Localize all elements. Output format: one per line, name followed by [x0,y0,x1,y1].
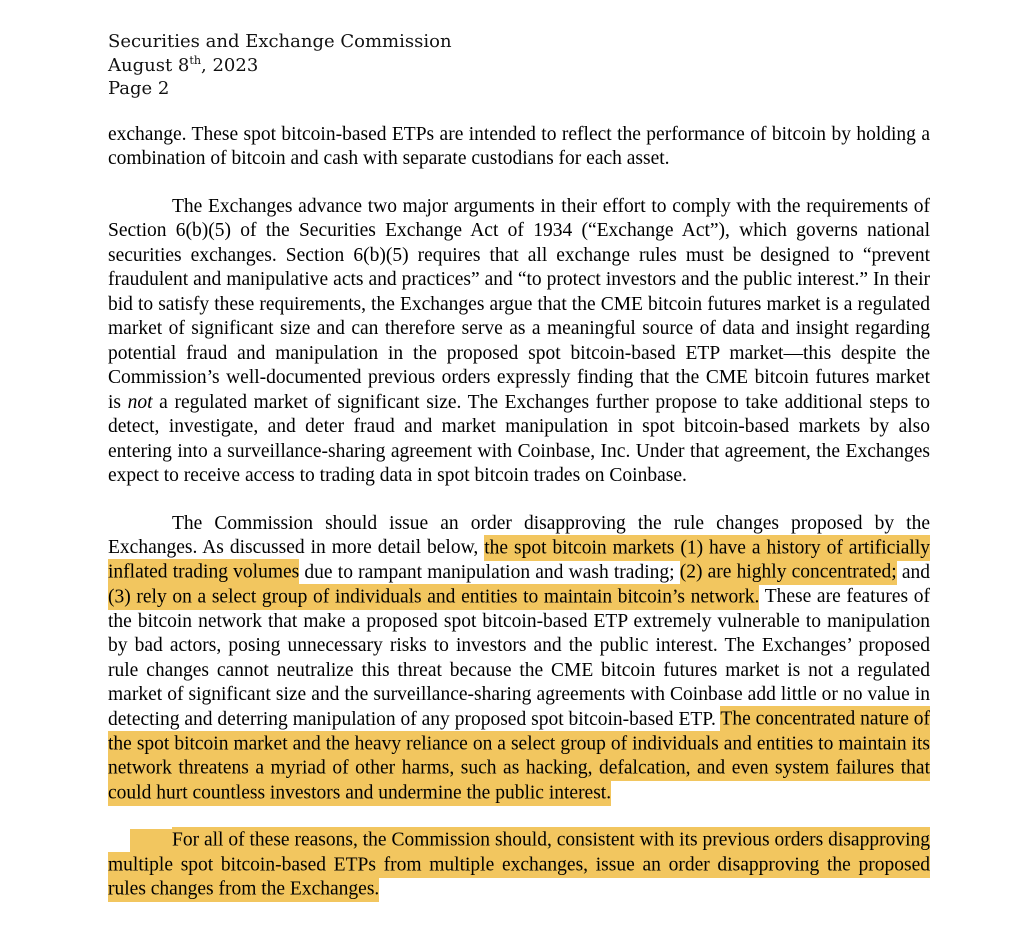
highlighted-text: (3) rely on a select group of individuals and entities to maintain bitcoin’s network. [108,584,759,610]
text-segment: th [189,53,202,67]
text-segment: a regulated market of significant size. The Exchanges further propose to take additional steps to detect, investigate, and deter fraud and market manipulation in spot bitcoin-based markets by also entering into a surveillance-sharing agreement with Coinbase, Inc. Under that agreement, the Exchanges expect to receive access to trading data in spot bitcoin trades on Coinbase. [108,391,930,486]
highlight-indent-spacer [130,829,172,854]
text-segment: exchange. These spot bitcoin-based ETPs are intended to reflect the performance of bitcoin by holding a combination of bitcoin and cash with separate custodians for each asset. [108,123,930,169]
text-segment: The Commission should issue an order disapproving the rule changes proposed by the Exchanges. As discussed in more detail below, [108,512,930,558]
highlighted-text: the spot bitcoin markets (1) have a history of artificially inflated trading volumes [108,535,930,586]
highlighted-text: For all of these reasons, the Commission should, consistent with its previous orders disapproving multiple spot bitcoin-based ETPs from multiple exchanges, issue an order disapproving the proposed rules changes from the Exchanges. [108,827,930,902]
header-page-number [108,77,930,101]
paragraph-conclusion [108,829,930,903]
text-segment: Page 2 [108,78,170,99]
document-header [108,30,930,101]
header-date [108,54,930,78]
text-segment: The Exchanges advance two major arguments in their effort to comply with the requirements of Section 6(b)(5) of the Securities Exchange Act of 1934 (“Exchange Act”), which governs national securities exchanges. Section 6(b)(5) requires that all exchange rules must be designed to “prevent fraudulent and manipulative acts and practices” and “to protect investors and the public interest.” In their bid to satisfy these requirements, the Exchanges argue that the CME bitcoin futures market is a regulated market of significant size and can therefore serve as a meaningful source of data and insight regarding potential fraud and manipulation in the proposed spot bitcoin-based ETP market—this despite the Commission’s well-documented previous orders expressly finding that the CME bitcoin futures market is [108,195,930,413]
document-body [108,123,930,903]
text-segment: These are features of the bitcoin network that make a proposed spot bitcoin-based ETP extremely vulnerable to manipulation by bad actors, posing unnecessary risks to investors and the public interest. The Exchanges’ proposed rule changes cannot neutralize this threat because the CME bitcoin futures market is not a regulated market of significant size and the surveillance-sharing agreements with Coinbase add little or no value in detecting and deterring manipulation of any proposed spot bitcoin-based ETP. [108,586,930,730]
text-segment: Securities and Exchange Commission [108,31,452,52]
highlighted-text: The concentrated nature of the spot bitcoin market and the heavy reliance on a select group of individuals and entities to maintain its network threatens a myriad of other harms, such as hacking, defalcation, and even system failures that could hurt countless investors and undermine the public interest. [108,706,930,806]
paragraph-commission-should-disapprove [108,512,930,806]
text-segment: due to rampant manipulation and wash trading; [299,561,680,583]
text-segment: , 2023 [201,54,259,76]
text-segment: not [127,391,153,413]
paragraph-continuation [108,123,930,172]
text-segment: August 8 [108,54,190,76]
text-segment: and [896,561,931,583]
highlighted-text: (2) are highly concentrated; [680,559,897,585]
header-recipient [108,30,930,54]
paragraph-exchange-arguments [108,195,930,489]
